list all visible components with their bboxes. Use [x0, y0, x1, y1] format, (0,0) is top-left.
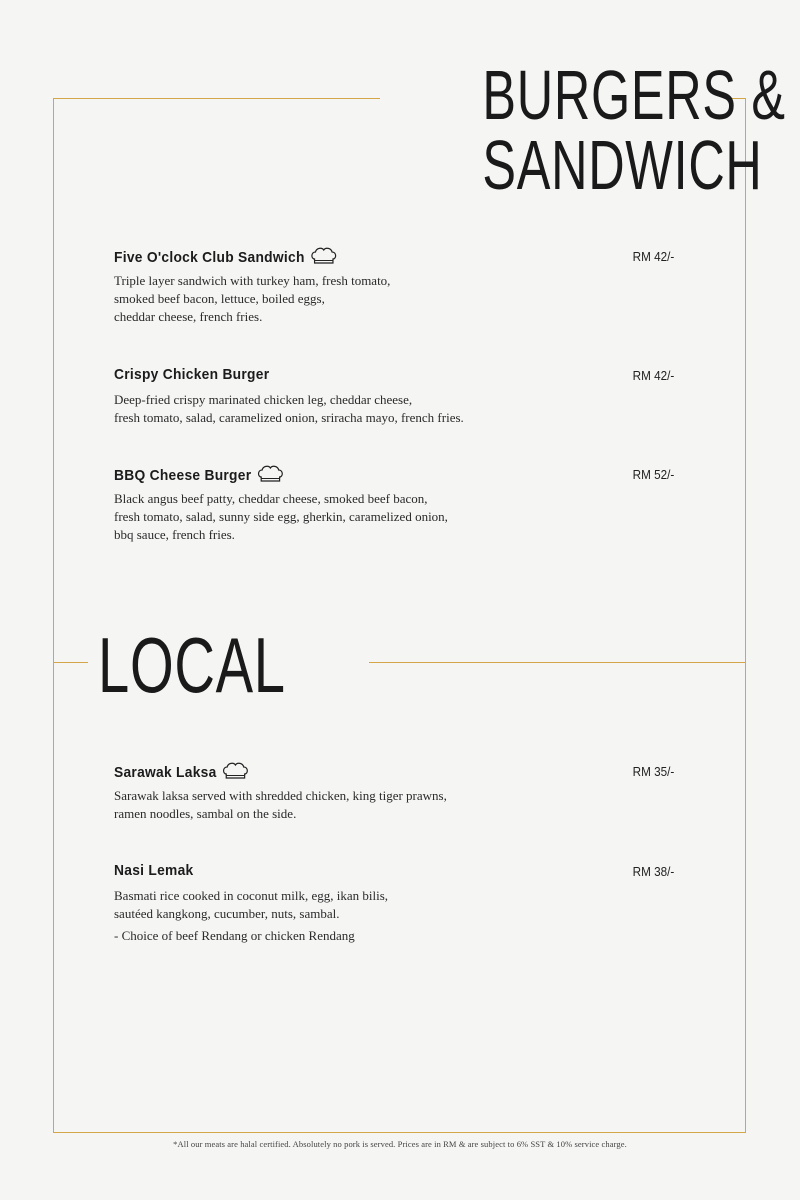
- menu-item: [114, 762, 684, 823]
- menu-item-price: RM 52/-: [632, 467, 674, 482]
- chef-hat-icon: [222, 762, 250, 782]
- section-title-local: LOCAL: [88, 625, 369, 705]
- menu-item-name: Five O'clock Club Sandwich: [114, 247, 338, 267]
- menu-item-name: Crispy Chicken Burger: [114, 366, 270, 383]
- menu-item-description: Black angus beef patty, cheddar cheese, smoked beef bacon, fresh tomato, salad, sunny side egg, gherkin, caramelized onion, bbq sauce, french fries.: [114, 491, 448, 542]
- menu-item-description: Sarawak laksa served with shredded chicken, king tiger prawns, ramen noodles, sambal on the side.: [114, 788, 447, 821]
- menu-item: [114, 366, 684, 427]
- section-title-line1: BURGERS &: [482, 56, 786, 134]
- menu-item-price: RM 42/-: [632, 249, 674, 264]
- menu-item: [114, 862, 684, 945]
- chef-hat-icon: [257, 465, 285, 485]
- menu-item-description: Deep-fried crispy marinated chicken leg, cheddar cheese, fresh tomato, salad, caramelized onion, sriracha mayo, french fries.: [114, 392, 464, 425]
- menu-item-name: Nasi Lemak: [114, 862, 194, 879]
- menu-item-note: - Choice of beef Rendang or chicken Rendang: [114, 928, 355, 943]
- section-title-burgers: [380, 56, 786, 204]
- footer-disclaimer: *All our meats are halal certified. Absolutely no pork is served. Prices are in RM & are subject to 6% SST & 10% service charge.: [173, 1139, 627, 1149]
- menu-item-name: Sarawak Laksa: [114, 762, 250, 782]
- chef-hat-icon: [310, 247, 338, 267]
- section-title-line2: SANDWICH: [482, 126, 763, 204]
- menu-item-price: RM 42/-: [632, 368, 674, 383]
- menu-item: [114, 247, 684, 326]
- menu-item: [114, 465, 684, 544]
- menu-item-price: RM 35/-: [632, 764, 674, 779]
- menu-item-price: RM 38/-: [632, 864, 674, 879]
- menu-item-description: Triple layer sandwich with turkey ham, fresh tomato, smoked beef bacon, lettuce, boiled eggs, cheddar cheese, french fries.: [114, 273, 391, 324]
- menu-item-description: Basmati rice cooked in coconut milk, egg, ikan bilis, sautéed kangkong, cucumber, nuts, sambal.: [114, 888, 389, 921]
- menu-item-name: BBQ Cheese Burger: [114, 465, 284, 485]
